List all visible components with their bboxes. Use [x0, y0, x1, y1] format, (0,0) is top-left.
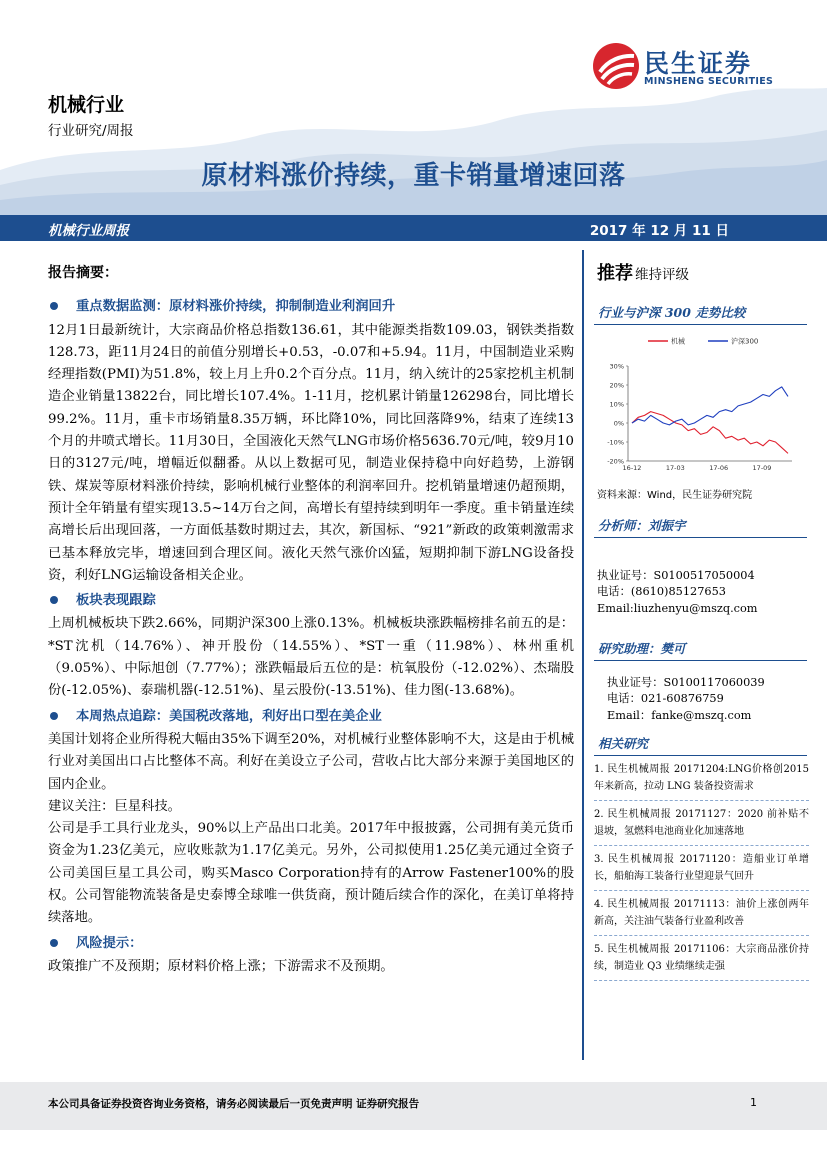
- main-content: [48, 262, 574, 978]
- chart-heading: 行业与沪深 300 走势比较: [594, 300, 807, 325]
- rating: [597, 259, 689, 285]
- section-heading: 风险提示：: [48, 933, 574, 955]
- related-item[interactable]: 4. 民生机械周报 20171113：油价上涨创两年新高，关注油气装备行业盈利改善: [594, 896, 809, 936]
- section-heading: 板块表现跟踪: [48, 590, 574, 612]
- legend-label: 机械: [671, 337, 685, 346]
- bullet-icon: [50, 712, 58, 720]
- assistant-heading: 研究助理：樊可: [594, 636, 807, 661]
- bullet-icon: [50, 939, 58, 947]
- report-date: 2017 年 12 月 11 日: [589, 223, 729, 239]
- series-line-csi300: [632, 387, 788, 425]
- paragraph: 建议关注：巨星科技。: [48, 798, 181, 814]
- section-heading: 本周热点追踪：美国税改落地，利好出口型在美企业: [48, 706, 574, 728]
- x-tick-label: 17-03: [665, 464, 685, 472]
- rating-value: 推荐: [597, 263, 633, 284]
- paragraph: 12月1日最新统计，大宗商品价格总指数136.61，其中能源类指数109.03，钢铁类指数128.73，距11月24日的前值分别增长+0.53，-0.07和+5.94。11月，中国制造业采购经理指数(PMI)为51.8%，较上月上升0.2个百分点。11月，纳入统计的25家挖机主机制造企业销量13822台，同比增长107.4%。1-11月，挖机累计销量126298台，同比增长99.2%。11月，重卡市场销量8.35万辆，环比降10%，同比回落降9%，结束了连续13个月的井喷式增长。11月30日，全国液化天然气LNG市场价格5636.70元/吨，较9月10日的3127元/吨，增幅近似翻番。从以上数据可见，制造业保持稳中向好趋势，上游钢铁、煤炭等原材料涨价持续，影响机械行业整体的利润率回升。挖机销量增速仍超预期，预计全年销量有望实现13.5~14万台之间，高增长有望持续到明年一季度。重卡销量连续高增长后出现回落，一方面低基数时期过去，其次，新国标、“921”新政的政策刺激需求已基本释放完毕，增速回到合理区间。液化天然气涨价凶猛，短期抑制下游LNG设备投资，利好LNG运输设备相关企业。: [48, 322, 574, 583]
- y-tick-label: -20%: [607, 457, 624, 466]
- analyst-info: [597, 568, 758, 617]
- x-tick-label: 17-09: [752, 464, 772, 472]
- logo-name-en: MINSHENG SECURITIES: [644, 76, 774, 87]
- page-number: 1: [750, 1096, 757, 1109]
- section-heading: 重点数据监测：原材料涨价持续，抑制制造业利润回升: [48, 296, 574, 318]
- related-research-list: [594, 761, 809, 986]
- y-tick-label: 10%: [609, 400, 624, 409]
- bullet-icon: [50, 302, 58, 310]
- company-logo: [592, 42, 792, 92]
- related-item[interactable]: 3. 民生机械周报 20171120：造船业订单增长，船舶海工装备行业望迎景气回升: [594, 851, 809, 891]
- logo-mark-icon: [592, 42, 640, 90]
- trend-chart: [596, 330, 808, 480]
- footer: [0, 1082, 827, 1130]
- legend-label: 沪深300: [731, 337, 759, 346]
- assistant-email: Email：fanke@mszq.com: [607, 708, 752, 722]
- paragraph: 公司是手工具行业龙头，90%以上产品出口北美。2017年中报披露，公司拥有美元货币资金为1.23亿美元，应收账款为1.17亿美元。另外，公司拟使用1.25亿美元通过全资子公司美国巨星工具公司，购买Masco Corporation持有的Arrow Fastener100%的股权。公司智能物流装备是史泰博全球唯一供货商，预计随后续合作的深化，在美订单将持续落地。: [48, 821, 574, 926]
- analyst-cert: 执业证号：S0100517050004: [597, 569, 755, 582]
- related-item[interactable]: 2. 民生机械周报 20171127：2020 前补贴不退坡，氢燃料电池商业化加速落地: [594, 806, 809, 846]
- column-divider: [582, 250, 584, 1060]
- paragraph: 政策推广不及预期；原材料价格上涨；下游需求不及预期。: [48, 958, 394, 974]
- bullet-icon: [50, 596, 58, 604]
- report-series: 机械行业周报: [48, 223, 129, 239]
- industry-title: 机械行业: [48, 94, 125, 116]
- assistant-info: [607, 675, 765, 724]
- paragraph: 美国计划将企业所得税大幅由35%下调至20%，对机械行业整体影响不大，这是由于机械行业对美国出口占比整体不高。利好在美设立子公司，营收占比大部分来源于美国地区的国内企业。: [48, 731, 574, 792]
- chart-source: 资料来源：Wind，民生证券研究院: [597, 490, 753, 501]
- page-title: 原材料涨价持续，重卡销量增速回落: [201, 161, 626, 191]
- abstract-title: 报告摘要：: [48, 265, 118, 281]
- related-heading: 相关研究: [594, 731, 807, 756]
- report-type: 行业研究/周报: [48, 123, 134, 139]
- related-item[interactable]: 5. 民生机械周报 20171106：大宗商品涨价持续，制造业 Q3 业绩继续走强: [594, 941, 809, 981]
- rating-note: 维持评级: [635, 267, 689, 283]
- analyst-phone: 电话：(8610)85127653: [597, 585, 726, 599]
- paragraph: 上周机械板块下跌2.66%，同期沪深300上涨0.13%。机械板块涨跌幅榜排名前五的是：*ST沈机（14.76%）、神开股份（14.55%）、*ST一重（11.98%）、林州重机（9.05%）、中际旭创（7.77%）；涨跌幅最后五位的是：杭氧股份（-12.02%）、杰瑞股份(-12.05%)、泰瑞机器(-12.51%)、星云股份(-13.51%)、佳力图(-13.68%)。: [48, 616, 574, 699]
- y-tick-label: 0%: [613, 419, 624, 428]
- y-tick-label: 20%: [609, 381, 624, 390]
- analyst-email: Email:liuzhenyu@mszq.com: [597, 601, 758, 615]
- assistant-phone: 电话：021-60876759: [607, 692, 724, 706]
- y-tick-label: -10%: [607, 438, 624, 447]
- logo-name-cn: 民生证券: [644, 49, 753, 78]
- related-item[interactable]: 1. 民生机械周报 20171204:LNG价格创2015年来新高，拉动 LNG 装备投资需求: [594, 761, 809, 801]
- x-tick-label: 17-06: [709, 464, 729, 472]
- header-bar: [0, 215, 827, 241]
- x-tick-label: 16-12: [622, 464, 642, 472]
- footer-disclaimer: 本公司具备证券投资咨询业务资格，请务必阅读最后一页免责声明 证券研究报告: [48, 1098, 420, 1110]
- y-tick-label: 30%: [609, 362, 624, 371]
- analyst-heading: 分析师：刘振宇: [594, 513, 807, 538]
- assistant-cert: 执业证号：S0100117060039: [607, 676, 765, 689]
